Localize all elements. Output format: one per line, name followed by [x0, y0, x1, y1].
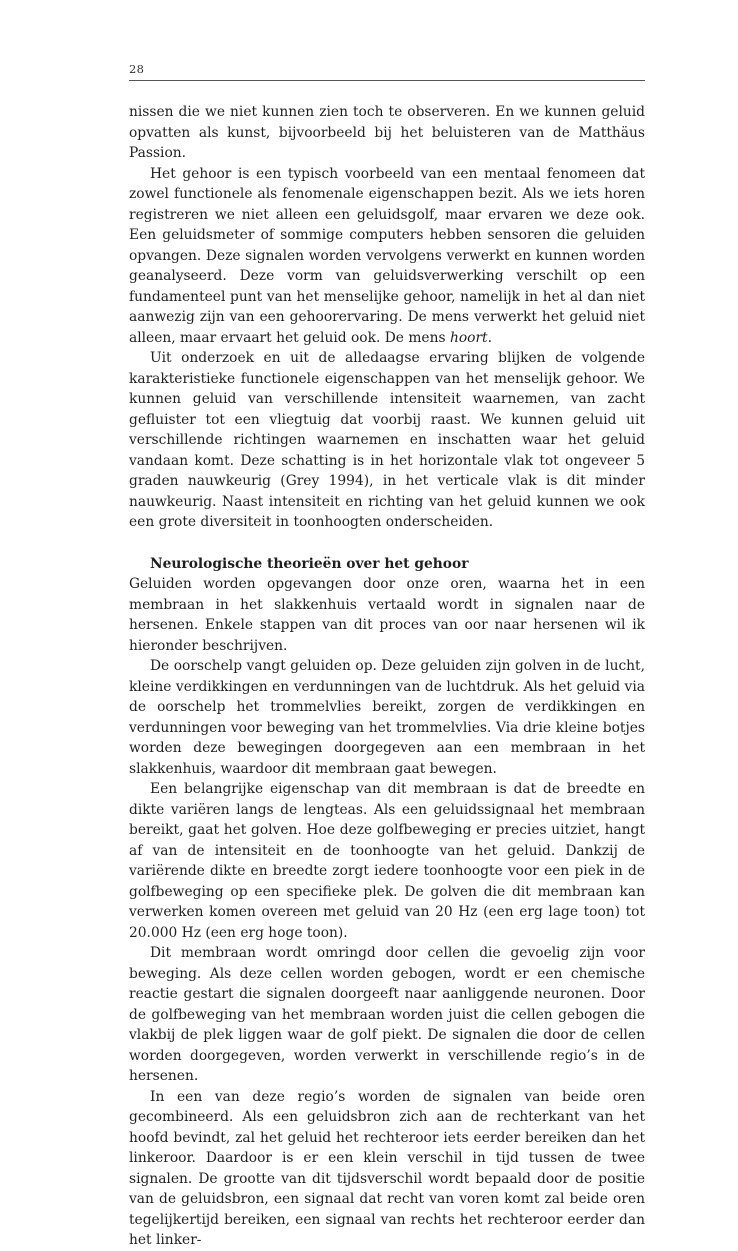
running-header [129, 60, 645, 81]
page-number: 28 [129, 62, 145, 76]
section-heading: Neurologische theorieën over het gehoor [150, 555, 469, 572]
emphasized-word: hoort [449, 329, 488, 346]
paragraph: Een belangrijke eigenschap van dit membraan is dat de breedte en dikte variëren langs de lengteas. Als een geluidssignaal het membraan bereikt, gaat het golven. Hoe deze golfbeweging er precies uitziet, hangt af van de intensiteit en de toonhoogte van het geluid. Dankzij de variërende dikte en breedte zorgt iedere toonhoogte voor een piek in de golfbeweging op een specifieke plek. De golven die dit membraan kan verwerken komen overeen met geluid van 20 Hz (een erg lage toon) tot 20.000 Hz (een erg hoge toon). [129, 781, 645, 941]
paragraph: Geluiden worden opgevangen door onze oren, waarna het in een membraan in het slakkenhuis vertaald wordt in signalen naar de hersenen. Enkele stappen van dit proces van oor naar hersenen wil ik hieronder beschrijven. [129, 576, 645, 654]
paragraph: De oorschelp vangt geluiden op. Deze geluiden zijn golven in de lucht, kleine verdikkingen en verdunningen van de luchtdruk. Als het geluid via de oorschelp het trommelvlies bereikt, zorgen de verdikkingen en verdunningen voor beweging van het trommelvlies. Via drie kleine botjes worden deze bewegingen doorgegeven aan een membraan in het slakkenhuis, waardoor dit membraan gaat bewegen. [129, 658, 645, 777]
body-text [129, 102, 645, 1251]
paragraph: In een van deze regio’s worden de signalen van beide oren gecombineerd. Als een geluidsbron zich aan de rechterkant van het hoofd bevindt, zal het geluid het rechteroor iets eerder bereiken dan het linkeroor. Daardoor is er een klein verschil in tijd tussen de twee signalen. De grootte van dit tijdsverschil wordt bepaald door de positie van de geluidsbron, een signaal dat recht van voren komt zal beide oren tegelijkertijd bereiken, een signaal van rechts het rechteroor eerder dan het linker- [129, 1088, 645, 1248]
paragraph: Dit membraan wordt omringd door cellen die gevoelig zijn voor beweging. Als deze cellen worden gebogen, wordt er een chemische reactie gestart die signalen doorgeeft naar aanliggende neuronen. Door de golfbeweging van het membraan worden juist die cellen gebogen die vlakbij de plek liggen waar de golf piekt. De signalen die door de cellen worden doorgegeven, worden verwerkt in verschillende regio’s in de hersenen. [129, 945, 645, 1084]
paragraph [129, 164, 645, 349]
paragraph-text: Het gehoor is een typisch voorbeeld van een mentaal fenomeen dat zowel functionele als fenomenale eigenschappen bezit. Als we iets horen registreren we niet alleen een geluidsgolf, maar ervaren we deze ook. Een geluidsmeter of sommige computers hebben sensoren die geluiden opvangen. Deze signalen worden vervolgens verwerkt en kunnen worden geanalyseerd. Deze vorm van geluidsverwerking verschilt op een fundamenteel punt van het menselijke gehoor, namelijk in het al dan niet aanwezig zijn van een gehoorervaring. De mens verwerkt het geluid niet alleen, maar ervaart het geluid ook. De mens [129, 165, 645, 346]
book-page [129, 60, 645, 1251]
paragraph-text: . [487, 329, 492, 346]
paragraph: Uit onderzoek en uit de alledaagse ervaring blijken de volgende karakteristieke functionele eigenschappen van het menselijk gehoor. We kunnen geluid van verschillende intensiteit waarnemen, van zacht gefluister tot een vliegtuig dat voorbij raast. We kunnen geluid uit verschillende richtingen waarnemen en inschatten waar het geluid vandaan komt. Deze schatting is in het horizontale vlak tot ongeveer 5 graden nauwkeurig (Grey 1994), in het verticale vlak is dit minder nauwkeurig. Naast intensiteit en richting van het geluid kunnen we ook een grote diversiteit in toonhoogten onderscheiden. [129, 350, 645, 530]
paragraph: nissen die we niet kunnen zien toch te observeren. En we kunnen geluid opvatten als kunst, bijvoorbeeld bij het beluisteren van de Matthäus Passion. [129, 104, 645, 161]
